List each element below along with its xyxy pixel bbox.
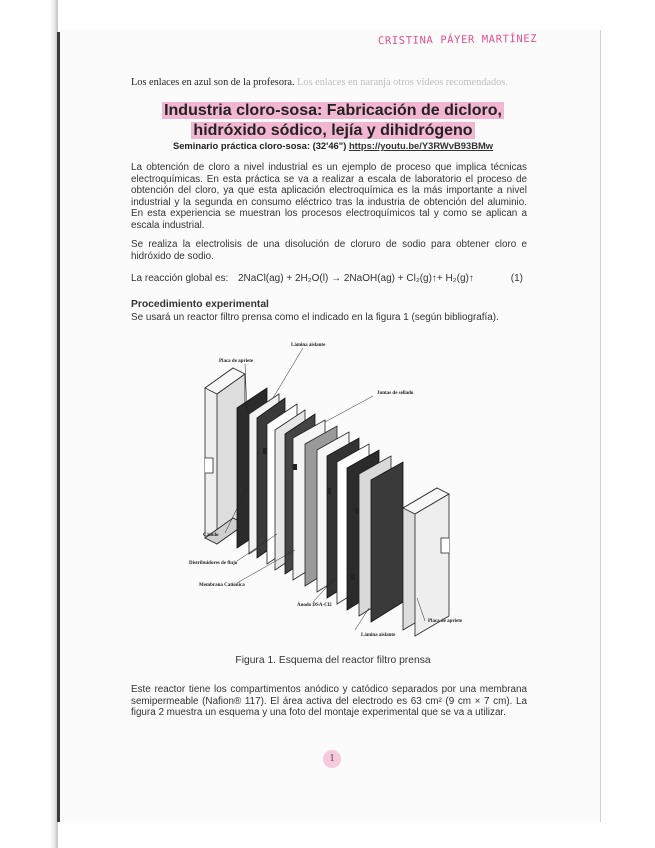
- intro-paragraph-1: La obtención de cloro a nivel industrial es un ejemplo de proceso que implica técnicas electroquímicas. En esta práctica se va a realizar a escala de laboratorio el proceso de obtención del cloro, ya que esta aplicación electroquímica es la más importante a nivel industrial y la segunda en consumo eléctrico tras la industria de obtención del aluminio. En esta experiencia se muestran los procesos electroquímicos tal y como se aplican a escala industrial.: [131, 162, 527, 231]
- label-placa-apriete-top: Placa de apriete: [219, 359, 254, 364]
- note-blue-links: Los enlaces en azul son de la profesora.: [131, 77, 295, 88]
- intro-paragraph-2: Se realiza la electrolisis de una disolución de cloruro de sodio para obtener cloro e hidróxido de sodio.: [131, 239, 527, 262]
- label-anodo: Ánodo DSA-Cl2: [297, 603, 332, 608]
- handwritten-author-name: CRISTINA PÁYER MARTÍNEZ: [377, 32, 538, 48]
- label-membrana: Membrana Catiónica: [199, 583, 245, 588]
- label-catodo: Cátodo: [203, 533, 219, 538]
- right-clamp-plate: [403, 488, 449, 636]
- equation-number: (1): [510, 273, 523, 284]
- label-juntas-sellado: Juntas de sellado: [377, 391, 414, 396]
- subtitle-text: Seminario práctica cloro-sosa: (32'46"): [172, 140, 347, 151]
- filter-press-reactor-diagram: [185, 338, 475, 643]
- label-placa-apriete-bottom: Placa de apriete: [428, 619, 463, 624]
- links-note: [131, 77, 508, 88]
- scan-edge: [0, 0, 58, 848]
- reaction-equation: 2NaCl(ag) + 2H₂O(l) → 2NaOH(ag) + Cl₂(g)↑+ H₂(g)↑: [238, 273, 474, 284]
- reaction-line: [131, 273, 523, 284]
- youtube-link[interactable]: https://youtu.be/Y3RWvB93BMw: [348, 140, 494, 151]
- label-distribuidores: Distribuidores de flujo: [189, 561, 238, 566]
- document-title: [130, 101, 536, 141]
- label-lamina-aislante-top: Lámina aislante: [291, 343, 326, 348]
- title-line-2: hidróxido sódico, lejía y dihidrógeno: [193, 122, 473, 139]
- electrode-stack: [237, 388, 403, 622]
- note-orange-links: Los enlaces en naranja otros vídeos recomendados.: [297, 77, 508, 88]
- seminar-subtitle: [130, 140, 536, 151]
- label-lamina-aislante-bottom: Lámina aislante: [361, 633, 396, 638]
- title-line-1: Industria cloro-sosa: Fabricación de dicloro,: [164, 102, 502, 119]
- procedure-heading: Procedimiento experimental: [131, 299, 269, 310]
- page-number: 1: [323, 750, 341, 768]
- reaction-label: La reacción global es:: [131, 273, 229, 284]
- figure-caption: Figura 1. Esquema del reactor filtro prensa: [235, 655, 431, 666]
- procedure-text: Se usará un reactor filtro prensa como el indicado en la figura 1 (según bibliografía).: [131, 312, 499, 323]
- closing-paragraph: Este reactor tiene los compartimentos anódico y catódico separados por una membrana semipermeable (Nafion® 117). El área activa del electrodo es 63 cm² (9 cm × 7 cm). La figura 2 muestra un esquema y una foto del montaje experimental que se va a utilizar.: [131, 684, 527, 719]
